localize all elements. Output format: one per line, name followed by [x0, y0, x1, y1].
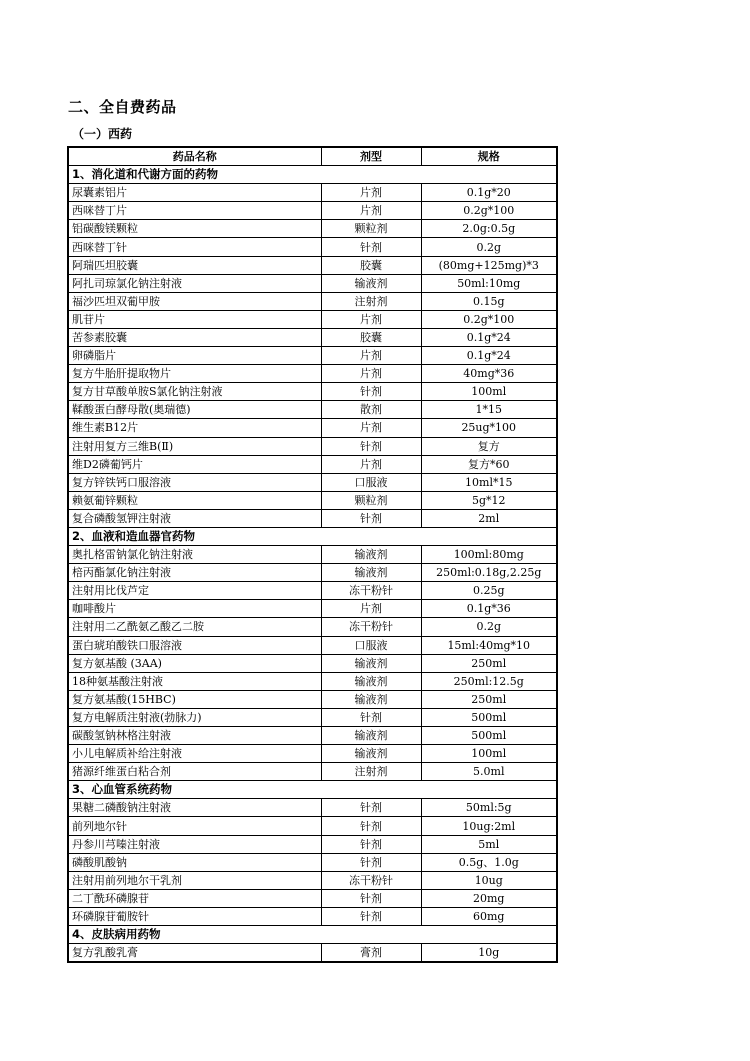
- dosage-form-cell: 针剂: [321, 835, 421, 853]
- specification-cell: 50ml:10mg: [421, 274, 557, 292]
- dosage-form-cell: 片剂: [321, 600, 421, 618]
- specification-cell: 250ml:12.5g: [421, 672, 557, 690]
- dosage-form-cell: 片剂: [321, 365, 421, 383]
- specification-cell: 100ml:80mg: [421, 546, 557, 564]
- drug-name-cell: 咖啡酸片: [68, 600, 321, 618]
- specification-cell: 0.5g、1.0g: [421, 853, 557, 871]
- drug-name-cell: 注射用比伐芦定: [68, 582, 321, 600]
- table-row: [68, 546, 557, 564]
- drug-name-cell: 前列地尔针: [68, 817, 321, 835]
- table-row: [68, 654, 557, 672]
- specification-cell: 复方*60: [421, 455, 557, 473]
- table-row: [68, 763, 557, 781]
- dosage-form-cell: 输液剂: [321, 274, 421, 292]
- drug-name-cell: 小儿电解质补给注射液: [68, 745, 321, 763]
- table-row: [68, 383, 557, 401]
- table-row: [68, 564, 557, 582]
- column-header-form: 剂型: [321, 147, 421, 166]
- specification-cell: 10ml*15: [421, 473, 557, 491]
- drug-name-cell: 复方甘草酸单胺S氯化钠注射液: [68, 383, 321, 401]
- category-title: 4、皮肤病用药物: [68, 926, 557, 944]
- specification-cell: 0.2g: [421, 618, 557, 636]
- dosage-form-cell: 输液剂: [321, 654, 421, 672]
- drug-name-cell: 18种氨基酸注射液: [68, 672, 321, 690]
- drug-name-cell: 环磷腺苷葡胺针: [68, 907, 321, 925]
- dosage-form-cell: 冻干粉针: [321, 618, 421, 636]
- drug-name-cell: 碳酸氢钠林格注射液: [68, 727, 321, 745]
- column-header-name: 药品名称: [68, 147, 321, 166]
- table-row: [68, 799, 557, 817]
- specification-cell: 5.0ml: [421, 763, 557, 781]
- specification-cell: 60mg: [421, 907, 557, 925]
- specification-cell: 0.2g*100: [421, 202, 557, 220]
- table-row: [68, 256, 557, 274]
- drug-name-cell: 复方氨基酸 (3AA): [68, 654, 321, 672]
- drug-name-cell: 卵磷脂片: [68, 347, 321, 365]
- drug-name-cell: 复方氨基酸(15HBC): [68, 690, 321, 708]
- specification-cell: 250ml:0.18g,2.25g: [421, 564, 557, 582]
- dosage-form-cell: 口服液: [321, 473, 421, 491]
- drug-table: [67, 146, 558, 963]
- specification-cell: 1*15: [421, 401, 557, 419]
- table-row: [68, 455, 557, 473]
- drug-name-cell: 福沙匹坦双葡甲胺: [68, 292, 321, 310]
- specification-cell: 10g: [421, 944, 557, 963]
- category-title: 1、消化道和代谢方面的药物: [68, 166, 557, 184]
- dosage-form-cell: 输液剂: [321, 727, 421, 745]
- drug-name-cell: 注射用二乙酰氨乙酸乙二胺: [68, 618, 321, 636]
- specification-cell: 15ml:40mg*10: [421, 636, 557, 654]
- specification-cell: 0.2g: [421, 238, 557, 256]
- dosage-form-cell: 散剂: [321, 401, 421, 419]
- drug-name-cell: 复方锌铁钙口服溶液: [68, 473, 321, 491]
- table-row: [68, 419, 557, 437]
- specification-cell: 250ml: [421, 654, 557, 672]
- dosage-form-cell: 针剂: [321, 509, 421, 527]
- dosage-form-cell: 颗粒剂: [321, 220, 421, 238]
- specification-cell: 100ml: [421, 383, 557, 401]
- table-row: [68, 292, 557, 310]
- drug-name-cell: 西咪替丁针: [68, 238, 321, 256]
- specification-cell: 复方: [421, 437, 557, 455]
- drug-name-cell: 铝碳酸镁颗粒: [68, 220, 321, 238]
- drug-name-cell: 蛋白琥珀酸铁口服溶液: [68, 636, 321, 654]
- table-row: [68, 907, 557, 925]
- specification-cell: 10ug: [421, 871, 557, 889]
- dosage-form-cell: 片剂: [321, 455, 421, 473]
- table-row: [68, 636, 557, 654]
- table-row: [68, 347, 557, 365]
- drug-name-cell: 果糖二磷酸钠注射液: [68, 799, 321, 817]
- drug-name-cell: 苦参素胶囊: [68, 328, 321, 346]
- drug-name-cell: 维生素B12片: [68, 419, 321, 437]
- table-row: [68, 274, 557, 292]
- dosage-form-cell: 针剂: [321, 907, 421, 925]
- dosage-form-cell: 颗粒剂: [321, 491, 421, 509]
- dosage-form-cell: 注射剂: [321, 763, 421, 781]
- drug-name-cell: 磷酸肌酸钠: [68, 853, 321, 871]
- table-row: [68, 600, 557, 618]
- dosage-form-cell: 输液剂: [321, 672, 421, 690]
- drug-name-cell: 复方牛胎肝提取物片: [68, 365, 321, 383]
- specification-cell: 0.1g*24: [421, 347, 557, 365]
- dosage-form-cell: 冻干粉针: [321, 582, 421, 600]
- drug-name-cell: 阿扎司琼氯化钠注射液: [68, 274, 321, 292]
- dosage-form-cell: 注射剂: [321, 292, 421, 310]
- specification-cell: 10ug:2ml: [421, 817, 557, 835]
- table-row: [68, 509, 557, 527]
- dosage-form-cell: 胶囊: [321, 328, 421, 346]
- dosage-form-cell: 片剂: [321, 419, 421, 437]
- specification-cell: 40mg*36: [421, 365, 557, 383]
- dosage-form-cell: 针剂: [321, 817, 421, 835]
- drug-name-cell: 复合磷酸氢钾注射液: [68, 509, 321, 527]
- drug-name-cell: 猪源纤维蛋白粘合剂: [68, 763, 321, 781]
- drug-name-cell: 维D2磷葡钙片: [68, 455, 321, 473]
- table-row: [68, 708, 557, 726]
- specification-cell: 500ml: [421, 708, 557, 726]
- table-row: [68, 401, 557, 419]
- specification-cell: 0.2g*100: [421, 310, 557, 328]
- table-row: [68, 853, 557, 871]
- drug-name-cell: 复方电解质注射液(勃脉力): [68, 708, 321, 726]
- drug-name-cell: 棓丙酯氯化钠注射液: [68, 564, 321, 582]
- drug-name-cell: 阿瑞匹坦胶囊: [68, 256, 321, 274]
- specification-cell: 0.1g*24: [421, 328, 557, 346]
- table-row: [68, 889, 557, 907]
- table-row: [68, 871, 557, 889]
- dosage-form-cell: 针剂: [321, 437, 421, 455]
- table-row: [68, 328, 557, 346]
- table-header-row: [68, 147, 557, 166]
- table-row: [68, 202, 557, 220]
- specification-cell: 0.15g: [421, 292, 557, 310]
- dosage-form-cell: 输液剂: [321, 690, 421, 708]
- specification-cell: 0.1g*36: [421, 600, 557, 618]
- table-row: [68, 238, 557, 256]
- category-row: [68, 926, 557, 944]
- dosage-form-cell: 针剂: [321, 853, 421, 871]
- specification-cell: 5g*12: [421, 491, 557, 509]
- specification-cell: 5ml: [421, 835, 557, 853]
- specification-cell: 2ml: [421, 509, 557, 527]
- dosage-form-cell: 针剂: [321, 799, 421, 817]
- drug-name-cell: 复方乳酸乳膏: [68, 944, 321, 963]
- table-row: [68, 944, 557, 963]
- table-row: [68, 365, 557, 383]
- drug-name-cell: 西咪替丁片: [68, 202, 321, 220]
- specification-cell: 2.0g:0.5g: [421, 220, 557, 238]
- specification-cell: 0.1g*20: [421, 184, 557, 202]
- dosage-form-cell: 胶囊: [321, 256, 421, 274]
- specification-cell: 25ug*100: [421, 419, 557, 437]
- drug-table-body: [68, 166, 557, 963]
- table-row: [68, 727, 557, 745]
- dosage-form-cell: 膏剂: [321, 944, 421, 963]
- dosage-form-cell: 针剂: [321, 708, 421, 726]
- specification-cell: 0.25g: [421, 582, 557, 600]
- table-row: [68, 690, 557, 708]
- dosage-form-cell: 冻干粉针: [321, 871, 421, 889]
- table-row: [68, 745, 557, 763]
- dosage-form-cell: 输液剂: [321, 745, 421, 763]
- dosage-form-cell: 针剂: [321, 383, 421, 401]
- drug-name-cell: 奥扎格雷钠氯化钠注射液: [68, 546, 321, 564]
- specification-cell: 20mg: [421, 889, 557, 907]
- specification-cell: 500ml: [421, 727, 557, 745]
- dosage-form-cell: 片剂: [321, 347, 421, 365]
- category-title: 3、心血管系统药物: [68, 781, 557, 799]
- table-row: [68, 473, 557, 491]
- category-row: [68, 781, 557, 799]
- specification-cell: 50ml:5g: [421, 799, 557, 817]
- table-row: [68, 672, 557, 690]
- table-row: [68, 817, 557, 835]
- dosage-form-cell: 片剂: [321, 310, 421, 328]
- drug-name-cell: 注射用前列地尔干乳剂: [68, 871, 321, 889]
- table-row: [68, 184, 557, 202]
- table-row: [68, 220, 557, 238]
- table-row: [68, 437, 557, 455]
- specification-cell: 100ml: [421, 745, 557, 763]
- table-row: [68, 582, 557, 600]
- drug-name-cell: 赖氨葡锌颗粒: [68, 491, 321, 509]
- column-header-spec: 规格: [421, 147, 557, 166]
- category-title: 2、血液和造血器官药物: [68, 527, 557, 545]
- drug-name-cell: 尿囊素铝片: [68, 184, 321, 202]
- drug-name-cell: 鞣酸蛋白酵母散(奥瑞德): [68, 401, 321, 419]
- dosage-form-cell: 口服液: [321, 636, 421, 654]
- dosage-form-cell: 针剂: [321, 889, 421, 907]
- section-subheading: （一）西药: [72, 127, 133, 141]
- drug-name-cell: 注射用复方三维B(Ⅱ): [68, 437, 321, 455]
- table-row: [68, 835, 557, 853]
- table-row: [68, 310, 557, 328]
- table-row: [68, 618, 557, 636]
- category-row: [68, 527, 557, 545]
- table-row: [68, 491, 557, 509]
- dosage-form-cell: 输液剂: [321, 564, 421, 582]
- page-heading: 二、全自费药品: [68, 98, 177, 116]
- specification-cell: 250ml: [421, 690, 557, 708]
- specification-cell: (80mg+125mg)*3: [421, 256, 557, 274]
- drug-name-cell: 肌苷片: [68, 310, 321, 328]
- category-row: [68, 166, 557, 184]
- dosage-form-cell: 片剂: [321, 184, 421, 202]
- dosage-form-cell: 输液剂: [321, 546, 421, 564]
- drug-name-cell: 二丁酰环磷腺苷: [68, 889, 321, 907]
- dosage-form-cell: 针剂: [321, 238, 421, 256]
- drug-name-cell: 丹参川芎嗪注射液: [68, 835, 321, 853]
- dosage-form-cell: 片剂: [321, 202, 421, 220]
